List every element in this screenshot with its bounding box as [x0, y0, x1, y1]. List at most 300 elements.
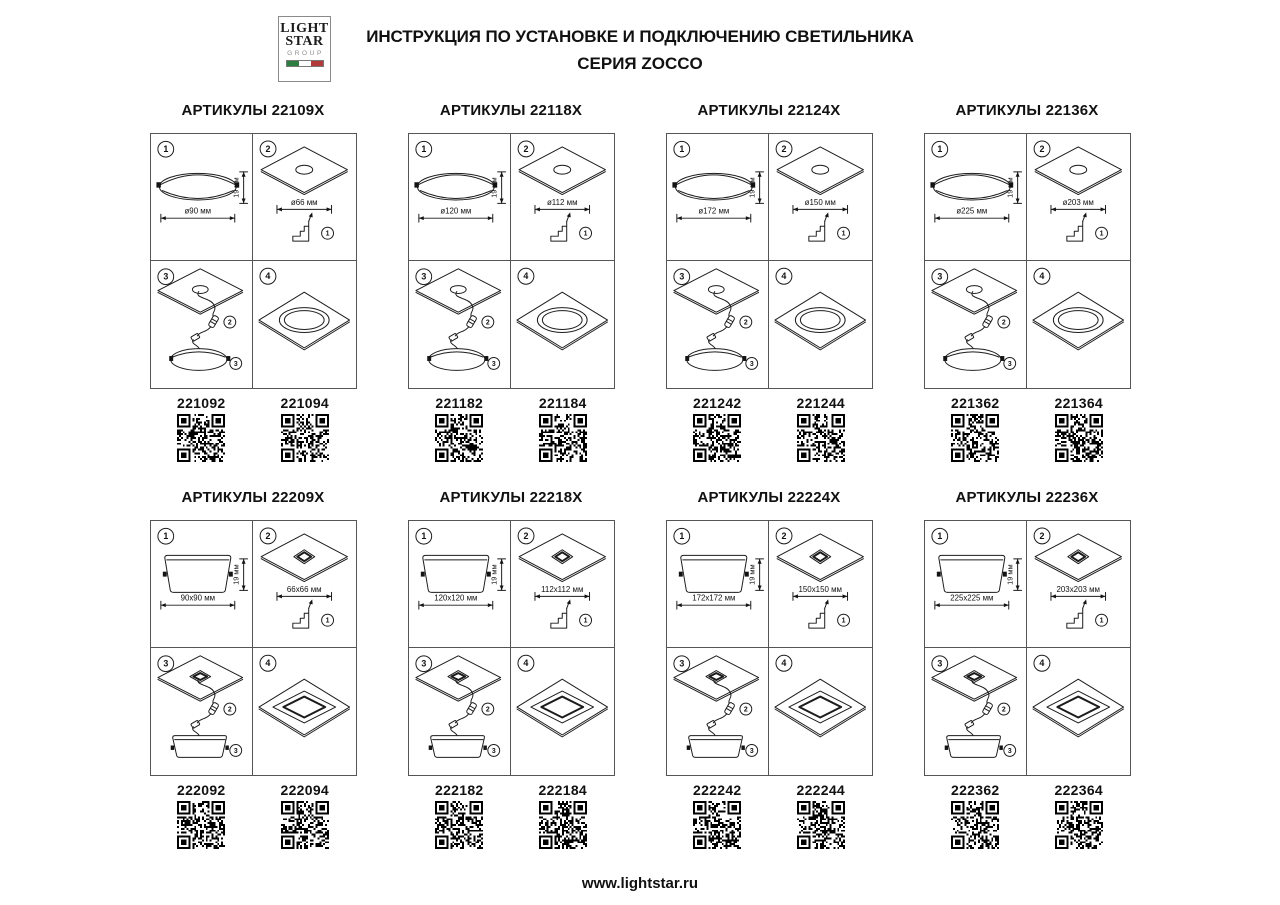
ref-badge — [322, 614, 334, 626]
flag-green — [287, 61, 299, 66]
svg-text:4: 4 — [265, 271, 271, 282]
svg-text:120x120 мм: 120x120 мм — [433, 593, 477, 603]
round-hole-icon — [708, 286, 724, 294]
svg-text:ø66 мм: ø66 мм — [290, 197, 318, 207]
ceiling-tile-icon — [673, 269, 758, 314]
panel-title: АРТИКУЛЫ 22218X — [439, 489, 583, 506]
wire-plug-icon — [964, 720, 973, 728]
svg-text:19 мм: 19 мм — [747, 177, 757, 198]
ceiling-tile-icon — [673, 656, 758, 701]
step-1-cell — [151, 521, 254, 648]
svg-text:2: 2 — [523, 143, 529, 154]
round-hole-icon — [450, 286, 466, 294]
product-panel — [150, 489, 357, 849]
svg-text:2: 2 — [781, 530, 787, 541]
fixture-side-view-illustration — [151, 521, 253, 647]
svg-text:1: 1 — [678, 531, 684, 542]
installed-fixture-illustration — [1027, 261, 1130, 388]
cut-hole-illustration — [1027, 521, 1130, 647]
ref-badge-connector — [481, 703, 493, 715]
wiring-illustration — [925, 261, 1027, 388]
ceiling-tile-icon — [1033, 292, 1124, 350]
step-number-badge — [673, 656, 689, 672]
wire-plug-icon — [190, 333, 199, 341]
article-column — [408, 782, 512, 849]
step-3-cell — [925, 261, 1028, 388]
step-number-badge — [776, 655, 792, 671]
svg-text:3: 3 — [233, 747, 238, 755]
step-number-badge — [931, 656, 947, 672]
installed-round-fixture-icon — [795, 308, 845, 333]
italian-flag-stripe — [286, 60, 324, 67]
ref-badge-connector — [223, 316, 235, 328]
ref-badge-connector — [739, 703, 751, 715]
step-3-cell — [409, 261, 512, 388]
logo-text-light: LIGHT — [280, 21, 329, 36]
qr-code — [539, 801, 587, 849]
instruction-diagram — [408, 133, 615, 389]
width-dimension — [160, 207, 234, 222]
svg-text:1: 1 — [1099, 617, 1104, 625]
width-dimension — [160, 594, 234, 609]
instruction-diagram — [666, 133, 873, 389]
installed-fixture-illustration — [253, 648, 356, 775]
svg-text:3: 3 — [162, 658, 168, 669]
step-3-cell — [925, 648, 1028, 775]
article-column — [1027, 395, 1131, 462]
svg-text:3: 3 — [749, 360, 754, 368]
article-number: 222184 — [538, 782, 588, 798]
step-number-badge — [518, 655, 534, 671]
installed-fixture-illustration — [769, 648, 872, 775]
qr-code — [951, 801, 999, 849]
step-number-badge — [518, 268, 534, 284]
ceiling-tile-icon — [157, 269, 242, 314]
svg-text:172x172 мм: 172x172 мм — [691, 593, 735, 603]
instruction-diagram — [924, 133, 1131, 389]
ref-badge-fixture — [1003, 358, 1015, 370]
website-link[interactable]: www.lightstar.ru — [581, 875, 699, 892]
mounting-profile-icon — [551, 599, 571, 628]
svg-text:3: 3 — [1007, 360, 1012, 368]
step-4-cell — [1027, 648, 1130, 775]
article-number: 221242 — [692, 395, 742, 411]
svg-text:112x112 мм: 112x112 мм — [541, 584, 584, 594]
svg-text:2: 2 — [227, 319, 232, 327]
ref-badge — [580, 614, 592, 626]
qr-code — [177, 414, 225, 462]
article-column — [1027, 782, 1131, 849]
qr-code — [951, 414, 999, 462]
hole-dimension — [535, 198, 590, 213]
article-column — [769, 782, 873, 849]
ref-badge-connector — [481, 316, 493, 328]
step-number-badge — [518, 528, 534, 544]
step-number-badge — [415, 528, 431, 544]
svg-text:ø112 мм: ø112 мм — [546, 197, 578, 207]
wire-connector-icon — [724, 702, 735, 715]
wiring-illustration — [925, 648, 1027, 775]
wire-connector-icon — [982, 315, 993, 328]
svg-text:ø225 мм: ø225 мм — [955, 206, 987, 216]
mounting-profile-icon — [1067, 599, 1087, 628]
svg-text:19 мм: 19 мм — [747, 564, 757, 585]
article-number: 222364 — [1054, 782, 1104, 798]
qr-code — [693, 801, 741, 849]
step-number-badge — [673, 269, 689, 285]
wire-plug-icon — [448, 333, 457, 341]
article-number: 222182 — [434, 782, 484, 798]
width-dimension — [676, 594, 750, 609]
page-title: ИНСТРУКЦИЯ ПО УСТАНОВКЕ И ПОДКЛЮЧЕНИЮ СВЕТИЛЬНИКА — [366, 27, 914, 46]
fixture-side-view-illustration — [409, 134, 511, 260]
installed-square-fixture-icon — [789, 691, 852, 723]
step-number-badge — [776, 268, 792, 284]
installed-fixture-illustration — [769, 261, 872, 388]
svg-text:4: 4 — [781, 271, 787, 282]
article-codes — [408, 395, 615, 462]
installed-round-fixture-icon — [279, 308, 329, 333]
round-hole-icon — [966, 286, 982, 294]
round-hole-icon — [812, 165, 829, 174]
ref-badge — [1096, 614, 1108, 626]
fixture-side-view-illustration — [667, 134, 769, 260]
article-codes — [666, 395, 873, 462]
step-2-cell — [1027, 134, 1130, 261]
square-fixture-icon — [944, 736, 1002, 758]
mounting-profile-icon — [809, 599, 829, 628]
svg-text:3: 3 — [936, 658, 942, 669]
step-number-badge — [260, 528, 276, 544]
svg-text:3: 3 — [420, 658, 426, 669]
svg-text:4: 4 — [523, 658, 529, 669]
square-fixture-icon — [686, 736, 744, 758]
round-fixture-icon — [414, 173, 497, 200]
article-codes — [666, 782, 873, 849]
article-number: 222094 — [280, 782, 330, 798]
ceiling-tile-icon — [259, 679, 350, 737]
round-hole-icon — [1070, 165, 1087, 174]
svg-text:19 мм: 19 мм — [231, 177, 241, 198]
svg-text:1: 1 — [936, 144, 942, 155]
svg-text:2: 2 — [485, 319, 490, 327]
svg-text:3: 3 — [678, 658, 684, 669]
step-1-cell — [925, 521, 1028, 648]
svg-text:4: 4 — [265, 658, 271, 669]
step-number-badge — [673, 528, 689, 544]
cut-hole-illustration — [511, 521, 614, 647]
svg-text:2: 2 — [1001, 319, 1006, 327]
svg-text:4: 4 — [1039, 658, 1045, 669]
instruction-diagram — [666, 520, 873, 776]
cut-hole-illustration — [511, 134, 614, 260]
panel-title: АРТИКУЛЫ 22136X — [955, 102, 1099, 119]
panels-area — [0, 102, 1280, 849]
ceiling-tile-icon — [415, 269, 500, 314]
svg-text:2: 2 — [781, 143, 787, 154]
svg-text:2: 2 — [1039, 530, 1045, 541]
svg-text:1: 1 — [325, 230, 330, 238]
ref-badge-fixture — [745, 358, 757, 370]
ceiling-tile-icon — [415, 656, 500, 701]
svg-text:150x150 мм: 150x150 мм — [798, 584, 842, 594]
round-hole-icon — [192, 286, 208, 294]
square-hole-icon — [705, 671, 726, 683]
article-number: 221362 — [950, 395, 1000, 411]
svg-text:19 мм: 19 мм — [489, 177, 499, 198]
qr-code — [1055, 801, 1103, 849]
svg-text:4: 4 — [523, 271, 529, 282]
instruction-diagram — [408, 520, 615, 776]
height-dimension — [747, 559, 763, 591]
svg-text:2: 2 — [523, 530, 529, 541]
step-4-cell — [253, 261, 356, 388]
mounting-profile-icon — [293, 599, 313, 628]
wire-connector-icon — [208, 315, 219, 328]
flag-red — [311, 61, 323, 66]
cut-hole-illustration — [253, 521, 356, 647]
product-panel — [666, 102, 873, 462]
ref-badge-fixture — [229, 358, 241, 370]
svg-text:2: 2 — [227, 706, 232, 714]
qr-code — [281, 801, 329, 849]
square-fixture-icon — [170, 736, 228, 758]
svg-text:ø90 мм: ø90 мм — [184, 206, 211, 216]
step-2-cell — [511, 521, 614, 648]
step-2-cell — [1027, 521, 1130, 648]
qr-code — [1055, 414, 1103, 462]
hole-dimension — [793, 198, 848, 213]
square-fixture-icon — [428, 736, 486, 758]
square-hole-icon — [294, 550, 315, 564]
flag-white — [299, 61, 311, 66]
wire-plug-icon — [448, 720, 457, 728]
wiring-illustration — [151, 648, 253, 775]
svg-text:3: 3 — [1007, 747, 1012, 755]
hole-dimension — [793, 585, 848, 600]
installed-fixture-illustration — [511, 648, 614, 775]
ref-badge-connector — [997, 703, 1009, 715]
square-hole-icon — [963, 671, 984, 683]
hole-dimension — [277, 198, 332, 213]
step-1-cell — [667, 521, 770, 648]
svg-text:ø120 мм: ø120 мм — [439, 206, 471, 216]
article-number: 221092 — [176, 395, 226, 411]
lightstar-logo — [278, 16, 331, 82]
article-column — [924, 782, 1028, 849]
qr-code — [539, 414, 587, 462]
svg-text:19 мм: 19 мм — [489, 564, 499, 585]
svg-text:1: 1 — [583, 230, 588, 238]
ceiling-tile-icon — [1033, 679, 1124, 737]
ceiling-tile-icon — [259, 292, 350, 350]
hole-dimension — [277, 585, 332, 600]
step-4-cell — [511, 648, 614, 775]
wiring-illustration — [667, 261, 769, 388]
logo-text-star: STAR — [285, 34, 324, 49]
logo-text-group: GROUP — [287, 50, 324, 57]
ref-badge — [322, 227, 334, 239]
square-hole-icon — [1068, 550, 1089, 564]
installed-round-fixture-icon — [537, 308, 587, 333]
ceiling-tile-icon — [157, 656, 242, 701]
step-number-badge — [1034, 655, 1050, 671]
wire-connector-icon — [208, 702, 219, 715]
panel-title: АРТИКУЛЫ 22209X — [181, 489, 325, 506]
wire-connector-icon — [466, 315, 477, 328]
article-codes — [924, 395, 1131, 462]
step-4-cell — [511, 261, 614, 388]
ceiling-tile-icon — [931, 656, 1016, 701]
step-number-badge — [415, 141, 431, 157]
svg-text:ø150 мм: ø150 мм — [804, 197, 836, 207]
cut-hole-illustration — [253, 134, 356, 260]
article-number: 221184 — [538, 395, 587, 411]
wire-plug-icon — [706, 333, 715, 341]
fixture-side-view-illustration — [925, 134, 1027, 260]
square-fixture-icon — [936, 555, 1006, 592]
step-number-badge — [157, 656, 173, 672]
svg-text:1: 1 — [583, 617, 588, 625]
step-3-cell — [667, 648, 770, 775]
round-fixture-icon — [156, 173, 239, 200]
wire-plug-icon — [964, 333, 973, 341]
mounting-profile-icon — [1067, 212, 1087, 241]
ref-badge-fixture — [229, 745, 241, 757]
svg-text:1: 1 — [162, 531, 168, 542]
round-hole-icon — [296, 165, 313, 174]
ceiling-tile-icon — [931, 269, 1016, 314]
step-1-cell — [667, 134, 770, 261]
step-number-badge — [1034, 528, 1050, 544]
step-number-badge — [1034, 268, 1050, 284]
step-number-badge — [157, 269, 173, 285]
width-dimension — [418, 594, 492, 609]
svg-text:1: 1 — [841, 617, 846, 625]
wire-connector-icon — [466, 702, 477, 715]
hole-dimension — [1051, 585, 1106, 600]
article-number: 222362 — [950, 782, 1000, 798]
article-number: 222242 — [692, 782, 742, 798]
ceiling-tile-icon — [517, 292, 608, 350]
wire-connector-icon — [982, 702, 993, 715]
svg-text:3: 3 — [936, 271, 942, 282]
svg-text:2: 2 — [265, 143, 271, 154]
round-fixture-icon — [169, 349, 230, 371]
panel-title: АРТИКУЛЫ 22118X — [439, 102, 583, 119]
svg-text:1: 1 — [936, 531, 942, 542]
step-number-badge — [415, 656, 431, 672]
instruction-diagram — [924, 520, 1131, 776]
mounting-profile-icon — [293, 212, 313, 241]
step-2-cell — [511, 134, 614, 261]
step-number-badge — [157, 528, 173, 544]
panel-title: АРТИКУЛЫ 22109X — [181, 102, 325, 119]
svg-text:1: 1 — [162, 144, 168, 155]
instruction-diagram — [150, 520, 357, 776]
round-fixture-icon — [672, 173, 755, 200]
svg-text:19 мм: 19 мм — [1005, 564, 1015, 585]
svg-text:ø172 мм: ø172 мм — [697, 206, 729, 216]
page-subtitle: СЕРИЯ ZOCCO — [577, 54, 703, 73]
fixture-side-view-illustration — [925, 521, 1027, 647]
step-number-badge — [776, 528, 792, 544]
svg-text:19 мм: 19 мм — [1005, 177, 1015, 198]
height-dimension — [489, 559, 505, 591]
step-number-badge — [931, 141, 947, 157]
step-number-badge — [260, 268, 276, 284]
panels-row-round — [0, 102, 1280, 462]
article-number: 221364 — [1054, 395, 1104, 411]
step-number-badge — [776, 141, 792, 157]
width-dimension — [676, 207, 750, 222]
step-4-cell — [769, 261, 872, 388]
height-dimension — [1005, 172, 1021, 204]
step-3-cell — [151, 648, 254, 775]
square-hole-icon — [552, 550, 573, 564]
round-fixture-icon — [943, 349, 1004, 371]
installed-fixture-illustration — [1027, 648, 1130, 775]
article-column — [408, 395, 512, 462]
svg-text:1: 1 — [1099, 230, 1104, 238]
step-4-cell — [253, 648, 356, 775]
panel-title: АРТИКУЛЫ 22236X — [955, 489, 1099, 506]
article-column — [150, 782, 254, 849]
svg-text:3: 3 — [420, 271, 426, 282]
installed-round-fixture-icon — [1053, 308, 1103, 333]
fixture-side-view-illustration — [409, 521, 511, 647]
ref-badge — [838, 614, 850, 626]
svg-text:2: 2 — [1001, 706, 1006, 714]
ref-badge-fixture — [745, 745, 757, 757]
panel-title: АРТИКУЛЫ 22224X — [697, 489, 841, 506]
height-dimension — [747, 172, 763, 204]
cut-hole-illustration — [769, 134, 872, 260]
article-column — [924, 395, 1028, 462]
wire-plug-icon — [190, 720, 199, 728]
svg-text:1: 1 — [420, 531, 426, 542]
round-fixture-icon — [427, 349, 488, 371]
svg-text:90x90 мм: 90x90 мм — [180, 593, 215, 603]
width-dimension — [934, 207, 1008, 222]
fixture-side-view-illustration — [667, 521, 769, 647]
round-hole-icon — [554, 165, 571, 174]
wiring-illustration — [667, 648, 769, 775]
article-codes — [150, 782, 357, 849]
ref-badge-connector — [739, 316, 751, 328]
step-1-cell — [925, 134, 1028, 261]
qr-code — [797, 414, 845, 462]
svg-text:225x225 мм: 225x225 мм — [949, 593, 993, 603]
step-2-cell — [769, 521, 872, 648]
step-4-cell — [769, 648, 872, 775]
article-number: 221094 — [280, 395, 330, 411]
step-number-badge — [1034, 141, 1050, 157]
article-column — [666, 782, 770, 849]
article-column — [511, 782, 615, 849]
round-fixture-icon — [685, 349, 746, 371]
step-number-badge — [931, 269, 947, 285]
height-dimension — [231, 172, 247, 204]
step-number-badge — [931, 528, 947, 544]
step-3-cell — [151, 261, 254, 388]
header — [0, 0, 1280, 96]
svg-text:ø203 мм: ø203 мм — [1062, 197, 1094, 207]
ref-badge-fixture — [487, 358, 499, 370]
step-1-cell — [151, 134, 254, 261]
square-hole-icon — [447, 671, 468, 683]
installed-fixture-illustration — [253, 261, 356, 388]
